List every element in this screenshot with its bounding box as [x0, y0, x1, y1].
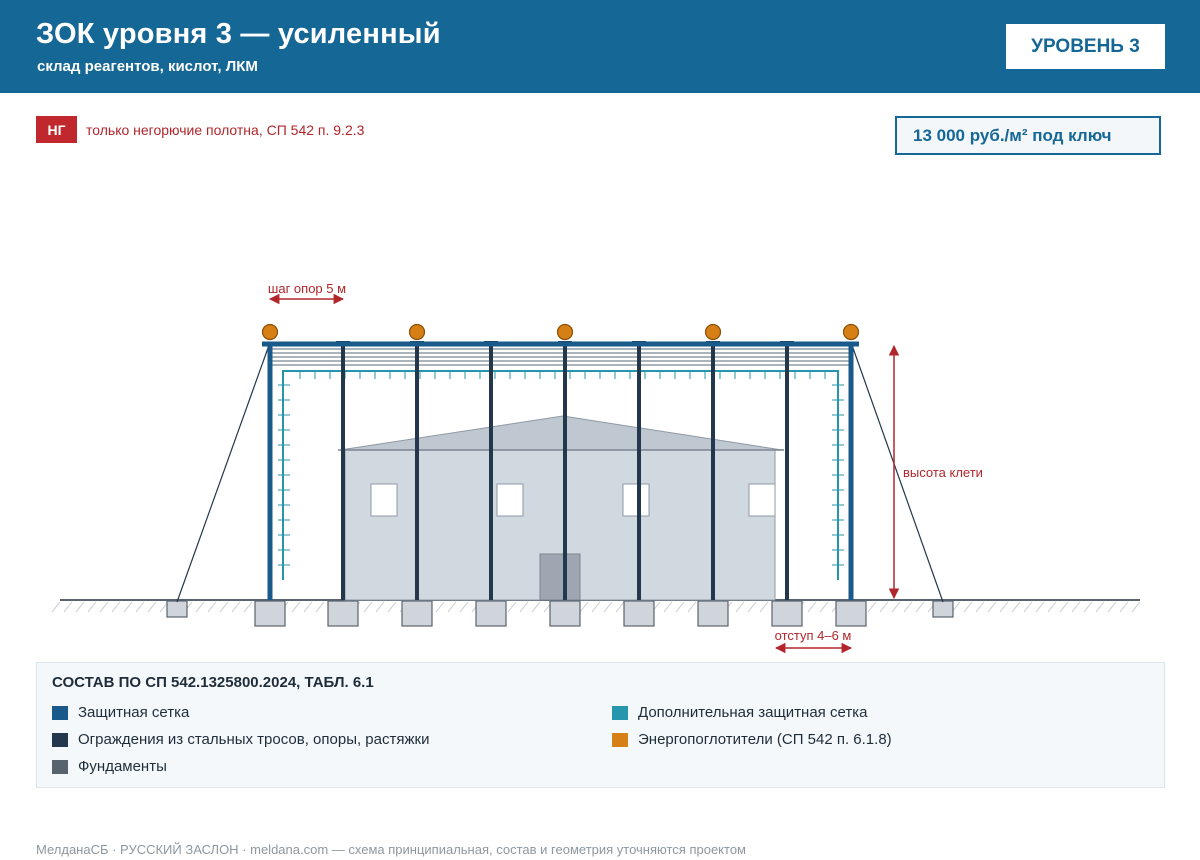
ground-hatch-mark: [88, 602, 96, 612]
ground-hatch-mark: [760, 602, 768, 612]
legend-swatch: [612, 733, 628, 747]
ground-hatch-mark: [292, 602, 300, 612]
ground-hatch-mark: [688, 602, 696, 612]
ground-hatch-mark: [244, 602, 252, 612]
ground-hatch-mark: [808, 602, 816, 612]
ground-hatch-mark: [916, 602, 924, 612]
foundation-block: [550, 601, 580, 626]
ground-hatch-mark: [1000, 602, 1008, 612]
page-subtitle: склад реагентов, кислот, ЛКМ: [37, 58, 258, 75]
ground-hatch-mark: [208, 602, 216, 612]
ground-hatch-mark: [1120, 602, 1128, 612]
energy-absorber: [263, 325, 278, 340]
ground-hatch-mark: [112, 602, 120, 612]
legend-label: Фундаменты: [78, 758, 167, 775]
building-window: [497, 484, 523, 516]
ground-hatch-mark: [508, 602, 516, 612]
ground-hatch-mark: [448, 602, 456, 612]
ground-hatch-mark: [532, 602, 540, 612]
legend-panel: [36, 662, 1165, 788]
warehouse-building: [338, 416, 784, 600]
ground-hatch-mark: [1096, 602, 1104, 612]
ground-hatching: [52, 602, 1140, 612]
height-dimension: [894, 346, 983, 598]
legend-label: Энергопоглотители (СП 542 п. 6.1.8): [638, 731, 892, 748]
foundations: [167, 601, 953, 626]
legend-item-cables-posts: [52, 731, 429, 748]
ground-hatch-mark: [376, 602, 384, 612]
foundation-block: [698, 601, 728, 626]
building-window: [623, 484, 649, 516]
page-title: ЗОК уровня 3 — усиленный: [36, 18, 441, 50]
ground-hatch-mark: [364, 602, 372, 612]
ground-hatch-mark: [52, 602, 60, 612]
ground-hatch-mark: [316, 602, 324, 612]
foundation-block: [836, 601, 866, 626]
ground-hatch-mark: [820, 602, 828, 612]
foundation-block: [402, 601, 432, 626]
ground-hatch-mark: [436, 602, 444, 612]
ground-hatch-mark: [220, 602, 228, 612]
ground-hatch-mark: [664, 602, 672, 612]
foundation-block: [624, 601, 654, 626]
ground-hatch-mark: [1132, 602, 1140, 612]
legend-heading: СОСТАВ ПО СП 542.1325800.2024, ТАБЛ. 6.1: [52, 674, 374, 691]
energy-absorber: [410, 325, 425, 340]
anchor-block: [167, 601, 187, 617]
ground-hatch-mark: [388, 602, 396, 612]
ground-hatch-mark: [64, 602, 72, 612]
building-roof: [340, 416, 782, 450]
material-note: только негорючие полотна, СП 542 п. 9.2.3: [86, 122, 365, 138]
anchor-block: [933, 601, 953, 617]
legend-item-protective-mesh: [52, 704, 189, 721]
ground-hatch-mark: [1108, 602, 1116, 612]
ground-hatch-mark: [148, 602, 156, 612]
ground-hatch-mark: [988, 602, 996, 612]
ground-hatch-mark: [1060, 602, 1068, 612]
ground-hatch-mark: [604, 602, 612, 612]
ground-hatch-mark: [520, 602, 528, 612]
foundation-block: [772, 601, 802, 626]
ground-hatch-mark: [460, 602, 468, 612]
ground-hatch-mark: [100, 602, 108, 612]
guy-wire-left: [177, 348, 268, 602]
ground-hatch-mark: [1084, 602, 1092, 612]
ground-hatch-mark: [1036, 602, 1044, 612]
ground-hatch-mark: [1072, 602, 1080, 612]
ground-hatch-mark: [748, 602, 756, 612]
offset-label: отступ 4–6 м: [774, 628, 852, 643]
ground-hatch-mark: [196, 602, 204, 612]
foundation-block: [328, 601, 358, 626]
level-badge: УРОВЕНЬ 3: [1006, 24, 1165, 69]
price-text: 13 000 руб./м² под ключ: [913, 125, 1112, 145]
ground-hatch-mark: [304, 602, 312, 612]
ground-hatch-mark: [880, 602, 888, 612]
energy-absorber: [844, 325, 859, 340]
ground-hatch-mark: [736, 602, 744, 612]
ground-hatch-mark: [124, 602, 132, 612]
ground-hatch-mark: [616, 602, 624, 612]
ground-hatch-mark: [76, 602, 84, 612]
ground-hatch-mark: [904, 602, 912, 612]
legend-swatch: [612, 706, 628, 720]
building-door: [540, 554, 580, 600]
legend-swatch: [52, 706, 68, 720]
energy-absorber: [558, 325, 573, 340]
legend-label: Дополнительная защитная сетка: [638, 704, 868, 721]
energy-absorbers: [263, 325, 859, 340]
legend-label: Защитная сетка: [78, 704, 190, 721]
ground-hatch-mark: [580, 602, 588, 612]
footer-note: МелданаСБ · РУССКИЙ ЗАСЛОН · meldana.com — схема принципиальная, состав и геометрия уточняются проектом: [36, 842, 746, 857]
foundation-block: [255, 601, 285, 626]
energy-absorber: [706, 325, 721, 340]
steel-cables: [270, 349, 851, 365]
ground-hatch-mark: [1048, 602, 1056, 612]
legend-swatch: [52, 760, 68, 774]
ground-hatch-mark: [976, 602, 984, 612]
legend-item-foundations: [52, 758, 167, 775]
legend-item-energy-absorbers: [612, 731, 892, 748]
ground-hatch-mark: [1012, 602, 1020, 612]
height-label: высота клети: [903, 465, 983, 480]
ground-hatch-mark: [868, 602, 876, 612]
foundation-block: [476, 601, 506, 626]
offset-dimension: [775, 628, 852, 648]
pole-spacing-label: шаг опор 5 м: [267, 281, 347, 296]
legend-swatch: [52, 733, 68, 747]
building-window: [371, 484, 397, 516]
ground-hatch-mark: [892, 602, 900, 612]
building-window: [749, 484, 775, 516]
ground-hatch-mark: [592, 602, 600, 612]
legend-item-additional-mesh: [612, 704, 867, 721]
ground-hatch-mark: [136, 602, 144, 612]
ng-badge: НГ: [36, 116, 77, 143]
ground-hatch-mark: [1024, 602, 1032, 612]
ground-hatch-mark: [676, 602, 684, 612]
pole-spacing-dimension: [268, 281, 346, 299]
ground-hatch-mark: [232, 602, 240, 612]
legend-label: Ограждения из стальных тросов, опоры, растяжки: [78, 731, 430, 748]
ground-hatch-mark: [964, 602, 972, 612]
